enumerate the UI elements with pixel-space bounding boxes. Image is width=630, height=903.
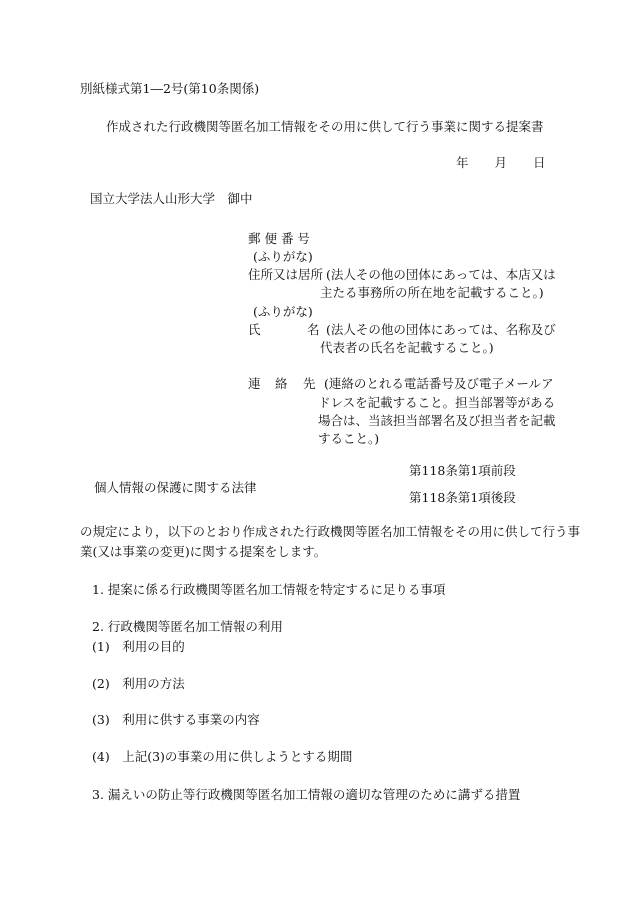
contact-note-line1: (連絡のとれる電話番号及び電子メールア [324, 376, 554, 391]
postal-code-label: 郵 便 番 号 [248, 231, 310, 246]
contact-note-line4: すること。) [318, 431, 380, 446]
law-name: 個人情報の保護に関する法律 [94, 480, 257, 495]
date-month: 月 [494, 155, 508, 170]
date-line [456, 157, 546, 170]
contact-note-line2: ドレスを記載すること。担当部署等がある [318, 395, 556, 410]
addressee: 国立大学法人山形大学 御中 [90, 191, 253, 206]
contact-note-line3: 場合は、当該担当部署名及び担当者を記載 [318, 413, 556, 428]
date-day: 日 [533, 155, 546, 170]
name-note-line1: (法人その他の団体にあっては、名称及び [326, 322, 556, 337]
section-item-1: 1. 提案に係る行政機関等匿名加工情報を特定するに足りる事項 [92, 582, 446, 597]
name-label-first: 氏 [248, 322, 261, 337]
law-article-option-2: 第118条第1項後段 [409, 490, 516, 505]
contact-label-3: 先 [303, 376, 316, 391]
intro-text-line1: の規定により，以下のとおり作成された行政機関等匿名加工情報をその用に供して行う事 [80, 524, 581, 539]
form-number: 別紙様式第1―2号(第10条関係) [80, 81, 260, 96]
furigana-label-1: (ふりがな) [253, 249, 313, 264]
section-item-3: 3. 漏えいの防止等行政機関等匿名加工情報の適切な管理のために講ずる措置 [92, 787, 521, 802]
subsection-2: (2) 利用の方法 [92, 676, 185, 691]
address-note-line1: (法人その他の団体にあっては、本店又は [326, 267, 556, 282]
contact-label-2: 絡 [275, 376, 288, 391]
law-article-option-1: 第118条第1項前段 [409, 463, 516, 478]
document-title: 作成された行政機関等匿名加工情報をその用に供して行う事業に関する提案書 [106, 119, 544, 134]
subsection-3: (3) 利用に供する事業の内容 [92, 712, 260, 727]
contact-label-1: 連 [248, 376, 261, 391]
address-label: 住所又は居所 [248, 267, 324, 282]
name-note-line2: 代表者の氏名を記載すること。) [320, 340, 494, 355]
subsection-4: (4) 上記(3)の事業の用に供しようとする期間 [92, 749, 353, 764]
address-note-line2: 主たる事務所の所在地を記載すること。) [320, 285, 544, 300]
subsection-1: (1) 利用の目的 [92, 639, 185, 654]
furigana-label-2: (ふりがな) [253, 304, 313, 319]
date-year: 年 [456, 155, 469, 170]
intro-text-line2: 業(又は事業の変更)に関する提案をします。 [80, 544, 327, 559]
name-label-second: 名 [307, 322, 320, 337]
section-item-2: 2. 行政機関等匿名加工情報の利用 [92, 619, 283, 634]
